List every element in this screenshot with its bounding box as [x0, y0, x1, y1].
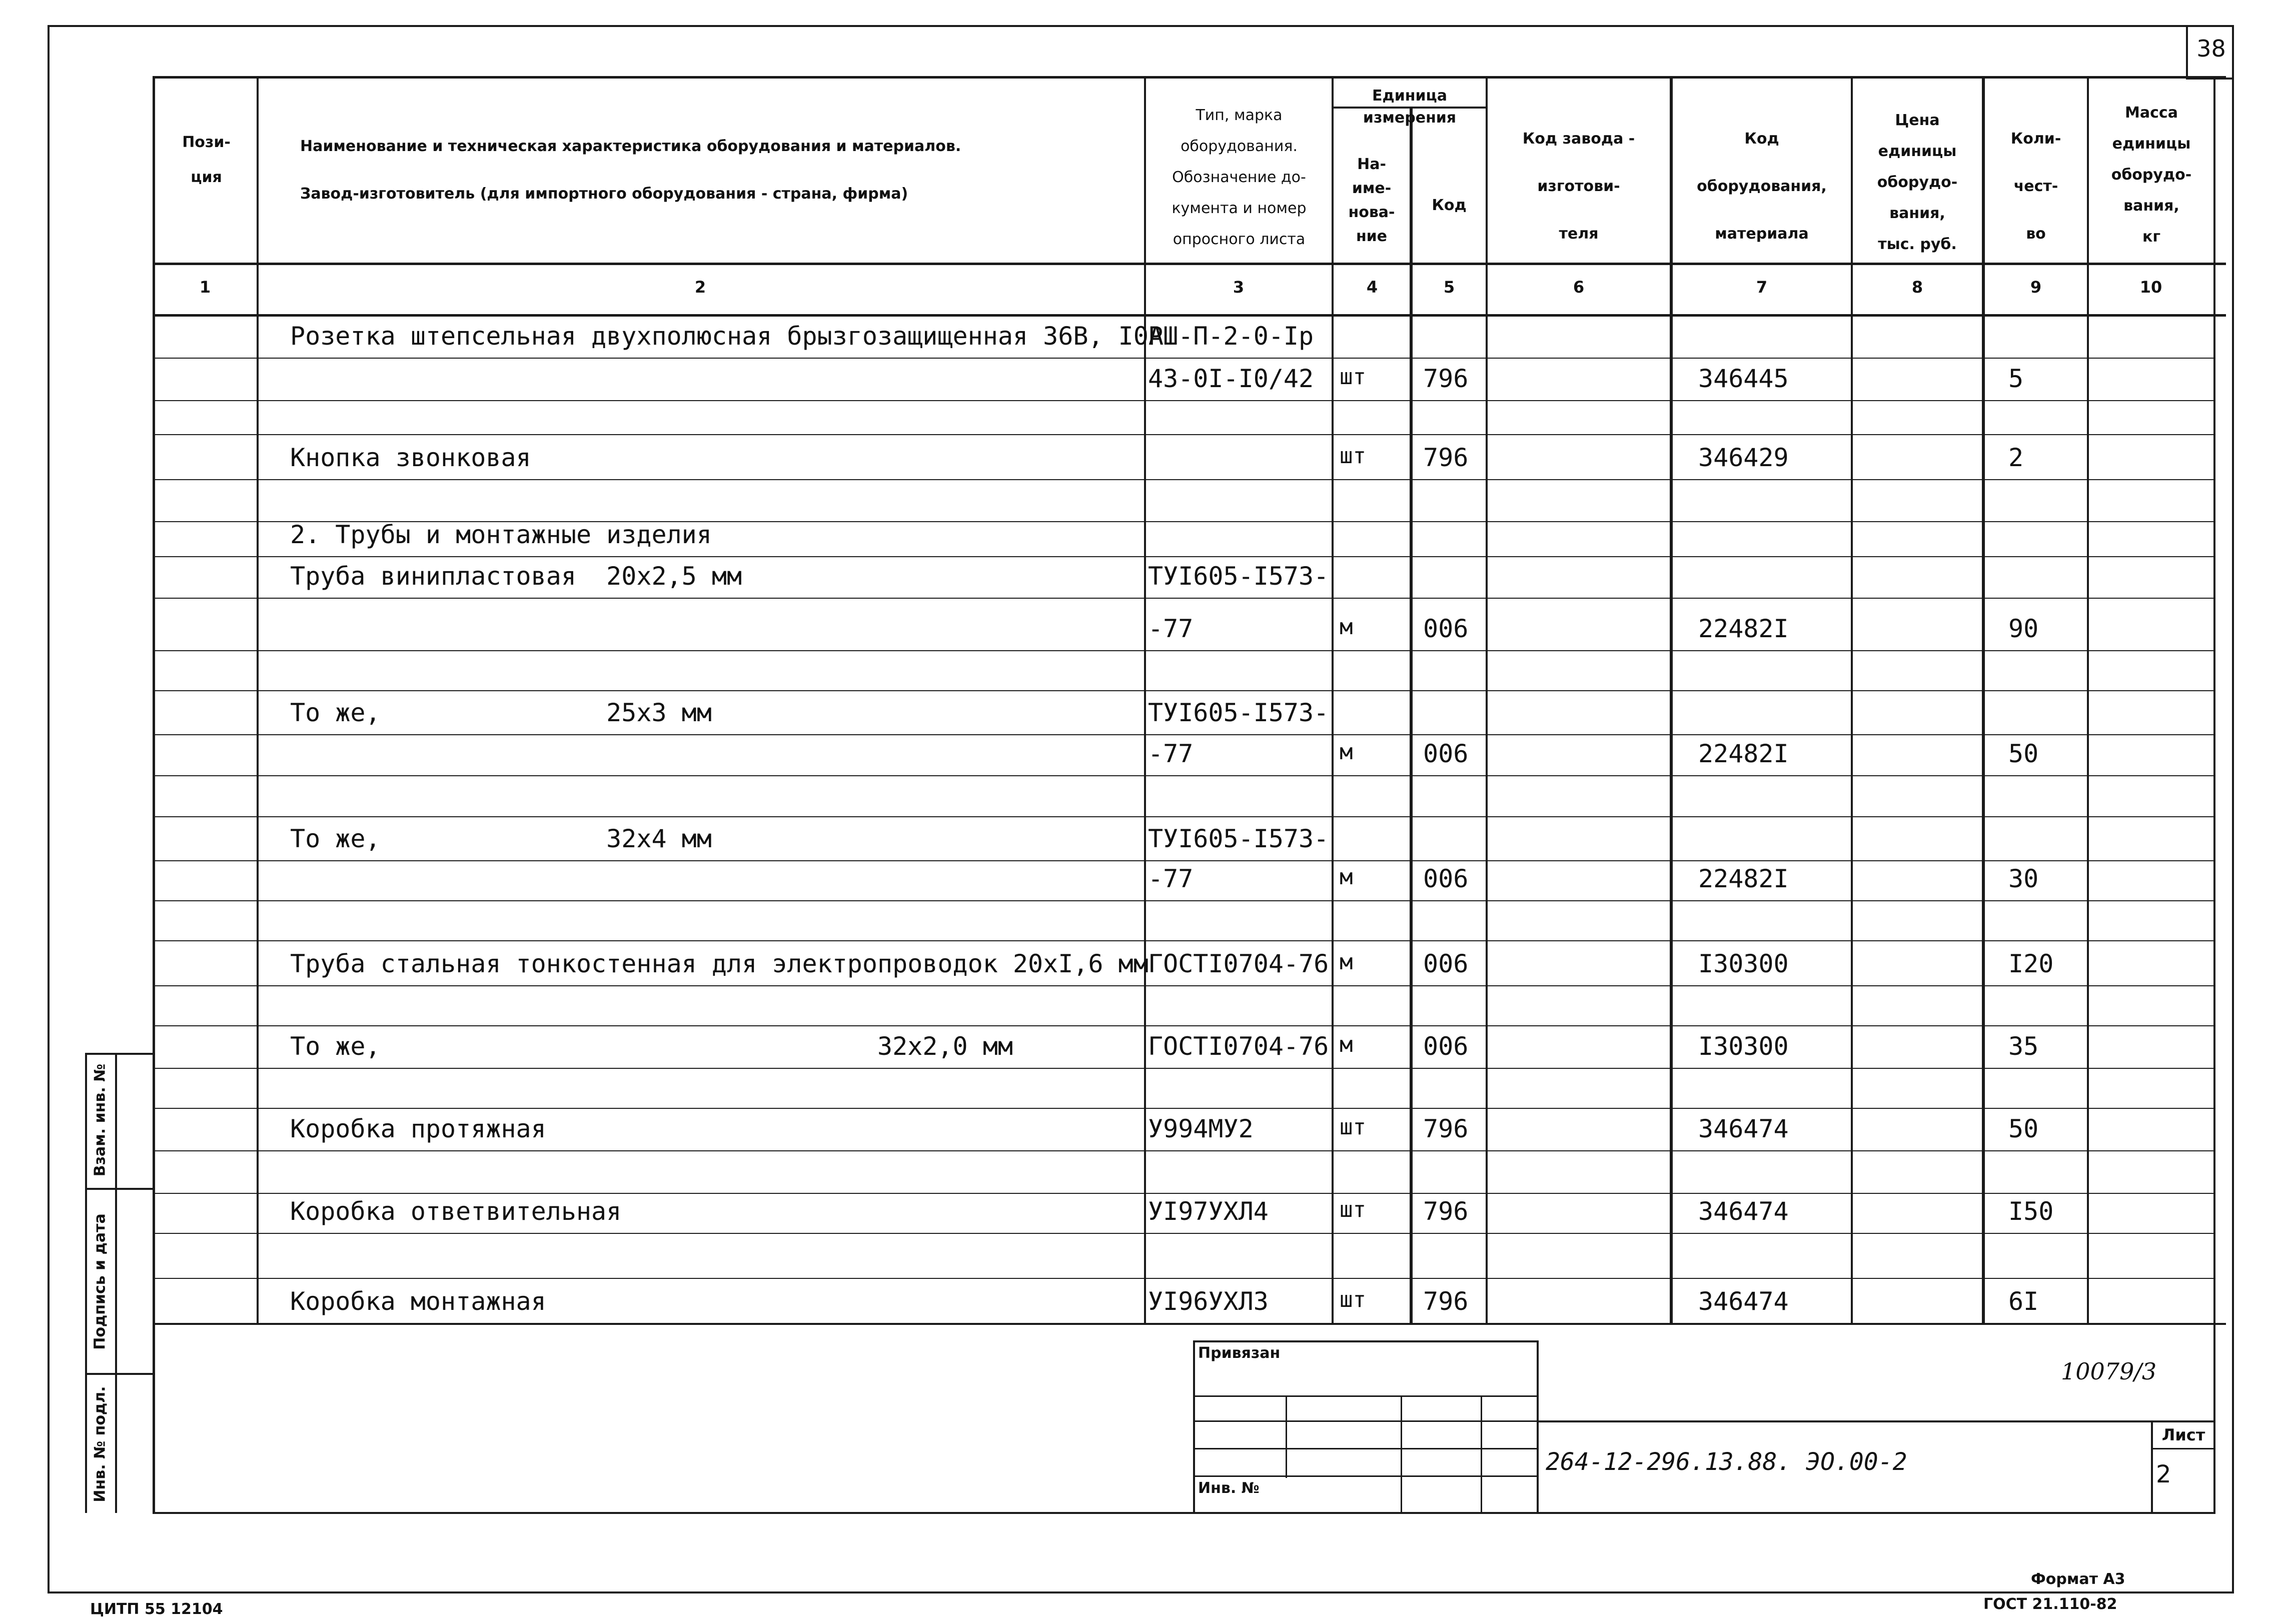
cell-code: 796	[1423, 1287, 1469, 1316]
column-number: 10	[2139, 278, 2162, 297]
stamp-privyazan: Привязан	[1198, 1344, 1281, 1362]
column-number: 5	[1443, 278, 1455, 297]
row-divider	[153, 1108, 2214, 1109]
cell-code: 006	[1423, 614, 1469, 643]
row-divider	[153, 1025, 2214, 1026]
frame-right	[2232, 25, 2234, 1593]
cell-name: Коробка монтажная	[290, 1287, 546, 1316]
cell-code: 006	[1423, 739, 1469, 768]
cell-unit: м	[1340, 739, 1353, 765]
row-divider	[153, 816, 2214, 817]
column-number: 1	[199, 278, 211, 297]
row-divider	[153, 940, 2214, 941]
cell-code: 006	[1423, 949, 1469, 978]
header-quantity: Коли- чест- во	[2010, 130, 2061, 243]
cell-mat: 346474	[1698, 1287, 1789, 1316]
cell-qty: 50	[2008, 739, 2039, 768]
row-divider	[153, 650, 2214, 651]
page-number: 38	[2196, 35, 2226, 62]
cell-name: То же, 25х3 мм	[290, 698, 712, 727]
frame-left	[48, 25, 50, 1593]
row-divider	[153, 1150, 2214, 1151]
cell-type: ТУI605-I573-	[1148, 824, 1329, 853]
row-divider	[153, 985, 2214, 986]
frame-top	[48, 25, 2233, 27]
header-factory-code: Код завода - изготови- теля	[1522, 130, 1635, 243]
header-mass: Масса единицы оборудо- вания, кг	[2111, 104, 2192, 246]
stamp-inv-no: Инв. №	[1198, 1479, 1260, 1497]
cell-unit: м	[1340, 1032, 1353, 1057]
row-divider	[153, 900, 2214, 901]
row-divider	[153, 734, 2214, 735]
row-divider	[153, 556, 2214, 557]
column-number: 3	[1233, 278, 1245, 297]
cell-mat: 346474	[1698, 1197, 1789, 1226]
header-position: Пози- ция	[182, 134, 231, 186]
cell-type: ГОСТI0704-76	[1148, 949, 1329, 978]
cell-qty: 50	[2008, 1114, 2039, 1143]
column-number: 9	[2030, 278, 2042, 297]
cell-code: 796	[1423, 1114, 1469, 1143]
row-divider	[153, 860, 2214, 861]
cell-unit: шт	[1340, 1287, 1366, 1312]
row-divider	[153, 1233, 2214, 1234]
cell-unit: шт	[1340, 1114, 1366, 1140]
cell-name: 2. Трубы и монтажные изделия	[290, 520, 712, 549]
header-type: Тип, марка оборудования. Обозначение до- кумента и номер опросного листа	[1172, 107, 1307, 248]
cell-mat: 22482I	[1698, 864, 1789, 893]
row-divider	[153, 775, 2214, 776]
cell-type: УI96УХЛ3	[1148, 1287, 1269, 1316]
side-label-inventory: Инв. № подл.	[91, 1386, 109, 1502]
footer-gost: ГОСТ 21.110-82	[1983, 1595, 2117, 1613]
cell-type: -77	[1148, 739, 1194, 768]
cell-code: 006	[1423, 1032, 1469, 1061]
cell-type: ТУI605-I573-	[1148, 562, 1329, 591]
cell-unit: шт	[1340, 1197, 1366, 1222]
cell-name: Труба винипластовая 20х2,5 мм	[290, 562, 742, 591]
cell-code: 796	[1423, 443, 1469, 472]
cell-name: Коробка протяжная	[290, 1114, 546, 1143]
header-price: Цена единицы оборудо- вания, тыс. руб.	[1877, 112, 1958, 253]
cell-mat: 22482I	[1698, 614, 1789, 643]
cell-qty: 2	[2008, 443, 2024, 472]
footer-left-code: ЦИТП 55 12104	[90, 1600, 223, 1618]
header-unit: Единица измерения	[1363, 87, 1457, 127]
column-number: 2	[694, 278, 706, 297]
cell-mat: I30300	[1698, 1032, 1789, 1061]
sheet-number: 2	[2156, 1460, 2171, 1488]
cell-mat: I30300	[1698, 949, 1789, 978]
row-divider	[153, 1278, 2214, 1279]
row-divider	[153, 1068, 2214, 1069]
column-number: 7	[1756, 278, 1768, 297]
cell-mat: 346474	[1698, 1114, 1789, 1143]
cell-unit: шт	[1340, 364, 1366, 390]
table-top	[153, 76, 2226, 79]
table-left	[153, 76, 155, 1514]
cell-qty: 6I	[2008, 1287, 2039, 1316]
cell-type: -77	[1148, 614, 1194, 643]
cell-qty: I20	[2008, 949, 2054, 978]
row-divider	[153, 358, 2214, 359]
cell-name: Коробка ответвительная	[290, 1197, 622, 1226]
cell-type: РШ-П-2-0-Iр	[1148, 322, 1314, 351]
cell-unit: м	[1340, 949, 1353, 975]
column-number: 4	[1366, 278, 1378, 297]
cell-qty: 90	[2008, 614, 2039, 643]
cell-mat: 346429	[1698, 443, 1789, 472]
row-divider	[153, 479, 2214, 480]
side-label-signature: Подпись и дата	[91, 1213, 109, 1350]
row-divider	[153, 690, 2214, 691]
frame-bottom	[48, 1591, 2233, 1593]
cell-unit: м	[1340, 614, 1353, 640]
column-number: 8	[1911, 278, 1923, 297]
cell-name: Розетка штепсельная двухполюсная брызгозащищенная 36В, I0А	[290, 322, 1164, 351]
footer-format: Формат А3	[2031, 1570, 2125, 1588]
row-divider	[153, 400, 2214, 401]
cell-qty: 5	[2008, 364, 2024, 393]
cell-type: ГОСТI0704-76	[1148, 1032, 1329, 1061]
cell-name: Труба стальная тонкостенная для электропроводок 20хI,6 мм	[290, 949, 1149, 978]
sheet-label: Лист	[2161, 1425, 2205, 1444]
row-divider	[153, 598, 2214, 599]
cell-unit: шт	[1340, 443, 1366, 469]
header-unit-name: На- име- нова- ние	[1348, 156, 1395, 245]
cell-type: -77	[1148, 864, 1194, 893]
row-divider	[153, 434, 2214, 435]
cell-type: ТУI605-I573-	[1148, 698, 1329, 727]
row-divider	[153, 1193, 2214, 1194]
header-material-code: Код оборудования, материала	[1697, 130, 1827, 243]
cell-qty: 30	[2008, 864, 2039, 893]
cell-type: У994МУ2	[1148, 1114, 1254, 1143]
cell-qty: 35	[2008, 1032, 2039, 1061]
document-code: 264-12-296.13.88. ЭО.00-2	[1546, 1448, 1907, 1476]
cell-mat: 22482I	[1698, 739, 1789, 768]
cell-mat: 346445	[1698, 364, 1789, 393]
cell-code: 796	[1423, 1197, 1469, 1226]
cell-name: То же, 32х2,0 мм	[290, 1032, 1013, 1061]
cell-name: Кнопка звонковая	[290, 443, 531, 472]
header-unit-code: Код	[1432, 197, 1467, 214]
side-label-replacement: Взам. инв. №	[91, 1063, 109, 1177]
cell-name: То же, 32х4 мм	[290, 824, 712, 853]
handwritten-number: 10079/3	[2061, 1358, 2157, 1385]
cell-qty: I50	[2008, 1197, 2054, 1226]
cell-type: УI97УХЛ4	[1148, 1197, 1269, 1226]
column-number: 6	[1573, 278, 1585, 297]
cell-code: 796	[1423, 364, 1469, 393]
header-name: Наименование и техническая характеристика оборудования и материалов. Завод-изготовитель (для импортного оборудования - страна, фирма)	[300, 138, 961, 203]
cell-type: 43-0I-I0/42	[1148, 364, 1314, 393]
cell-code: 006	[1423, 864, 1469, 893]
cell-unit: м	[1340, 864, 1353, 890]
